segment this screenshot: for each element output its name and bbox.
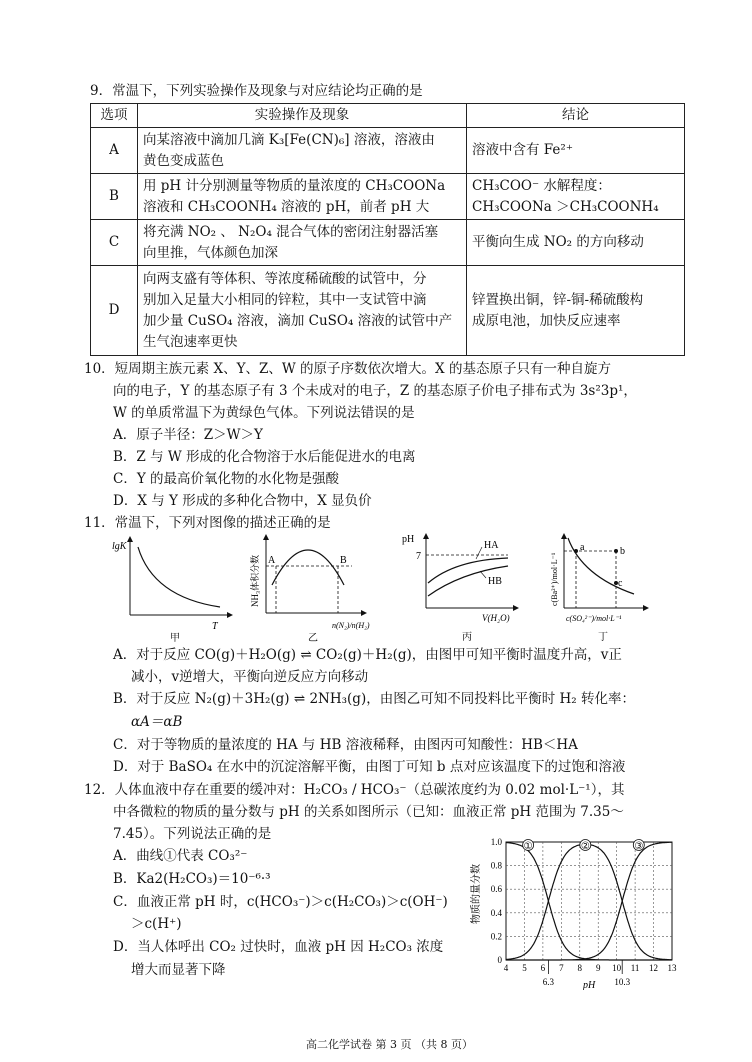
- operation-line: 别加入足量大小相同的锌粒，其中一支试管中滴: [143, 291, 427, 308]
- operation-line: 生气泡速率更快: [143, 333, 238, 350]
- q12-line1: 12．人体血液中存在重要的缓冲对：H₂CO₃ / HCO₃⁻（总碳浓度约为 0.02 mol·L⁻¹），其: [84, 782, 625, 798]
- x-label: n(N₂)/n(H₂): [332, 621, 370, 630]
- graph-bing: [400, 528, 520, 643]
- x-label: T: [212, 621, 218, 632]
- distribution-chart: [466, 832, 684, 990]
- q9-table: [90, 103, 685, 356]
- operation-line: 将充满 NO₂ 、 N₂O₄ 混合气体的密闭注射器活塞: [143, 223, 439, 240]
- table-row: [91, 174, 685, 220]
- y-tick-label: 1.0: [490, 837, 502, 847]
- conclusion-line: 平衡向生成 NO₂ 的方向移动: [472, 234, 644, 250]
- q12-option-b: B．Ka2(H₂CO₃)＝10⁻⁶·³: [113, 871, 271, 887]
- point-a-label: A: [268, 555, 276, 566]
- row-operation: [138, 174, 467, 220]
- curve-marker-label: ①: [523, 841, 533, 852]
- x-label: c(SO₄²⁻)/mol·L⁻¹: [566, 614, 622, 623]
- q11-option-d: D．对于 BaSO₄ 在水中的沉淀溶解平衡，由图丁可知 b 点对应该温度下的过饱和溶液: [113, 759, 626, 775]
- series-1-curve: [506, 843, 672, 960]
- point-b-label: B: [340, 555, 347, 566]
- x-tick-label: 9: [595, 963, 601, 973]
- y-tick-label: 0.8: [490, 860, 502, 871]
- q10-option-d: D．X 与 Y 形成的多种化合物中，X 显负价: [113, 493, 372, 509]
- curve-marker-label: ②: [580, 841, 590, 852]
- caption: 丁: [598, 632, 608, 643]
- y-tick-7: 7: [416, 551, 421, 562]
- x-tick-label: 6: [540, 963, 546, 973]
- q10-line2: 向的电子，Y 的基态原子有 3 个未成对的电子，Z 的基态原子价电子排布式为 3s²3p¹，: [113, 383, 637, 399]
- row-option: C: [91, 220, 138, 266]
- y-axis-label: 物质的量分数: [471, 864, 482, 924]
- header-conclusion: 结论: [467, 104, 685, 128]
- conclusion-line: 锌置换出铜，锌-铜-稀硫酸构: [472, 291, 644, 308]
- page-footer: 高二化学试卷 第 3 页 （共 8 页）: [306, 1038, 473, 1051]
- row-option: B: [91, 174, 138, 220]
- conclusion-line: 溶液中含有 Fe²⁺: [472, 142, 573, 158]
- q12-option-c-line1: C．血液正常 pH 时，c(HCO₃⁻)＞c(H₂CO₃)＞c(OH⁻): [113, 894, 448, 910]
- x-tick-label: 11: [630, 963, 640, 973]
- point-a: [574, 549, 578, 553]
- operation-line: 向某溶液中滴加几滴 K₃[Fe(CN)₆] 溶液，溶液由: [143, 131, 435, 148]
- nh3-curve: [272, 550, 344, 585]
- q10-line3: W 的单质常温下为黄绿色气体。下列说法错误的是: [113, 405, 415, 421]
- ph-marker-label: 6.3: [542, 977, 555, 987]
- header-operation: 实验操作及现象: [138, 104, 467, 128]
- caption: 丙: [462, 632, 472, 643]
- operation-line: 加少量 CuSO₄ 溶液，滴加 CuSO₄ 溶液的试管中产: [143, 312, 453, 329]
- q12-option-c-line2: ＞c(H⁺): [131, 916, 182, 932]
- q11-stem: 11．常温下，下列对图像的描述正确的是: [84, 515, 331, 531]
- y-tick-label: 0.6: [490, 884, 502, 895]
- q12-line3: 7.45）。下列说法正确的是: [113, 826, 272, 842]
- q12-option-d-line2: 增大而显著下降: [131, 962, 226, 978]
- chart-labels: [491, 837, 677, 987]
- conclusion-line: 成原电池，加快反应速率: [472, 312, 621, 329]
- row-operation: [138, 266, 467, 356]
- table-row: [91, 220, 685, 266]
- caption: 乙: [308, 633, 318, 643]
- row-option: D: [91, 266, 138, 356]
- row-conclusion: [467, 266, 685, 356]
- hb-label: HB: [488, 576, 502, 587]
- series-2-curve: [506, 844, 672, 960]
- operation-line: 向两支盛有等体积、等浓度稀硫酸的试管中，分: [143, 270, 427, 287]
- x-tick-label: 12: [649, 963, 659, 973]
- x-tick-label: 8: [577, 963, 583, 973]
- row-operation: [138, 220, 467, 266]
- chart-grid: [503, 842, 672, 974]
- q11-option-a-line2: 减小，v逆增大，平衡向逆反应方向移动: [131, 669, 369, 685]
- x-tick-label: 13: [667, 963, 677, 973]
- y-label: c(Ba²⁺)/mol·L⁻¹: [550, 552, 559, 606]
- y-tick-label: 0.4: [490, 907, 502, 918]
- conclusion-line: CH₃COONa ＞CH₃COONH₄: [472, 198, 659, 215]
- conclusion-line: CH₃COO⁻ 水解程度：: [472, 177, 611, 194]
- graph-yi: [240, 533, 370, 643]
- row-conclusion: [467, 174, 685, 220]
- graph-jia: [108, 535, 238, 643]
- chart-curves: [506, 842, 672, 960]
- header-option: 选项: [91, 104, 138, 128]
- table-header-row: [91, 104, 685, 128]
- y-label: NH₃体积分数: [250, 554, 260, 607]
- point-a-label: a: [580, 542, 585, 553]
- q12-line2: 中各微粒的物质的量分数与 pH 的关系如图所示（已知：血液正常 pH 范围为 7.35～: [113, 804, 624, 820]
- point-b-label: b: [620, 546, 625, 557]
- q12-option-a: A．曲线①代表 CO₃²⁻: [113, 848, 248, 864]
- plot-frame: [506, 842, 672, 960]
- operation-line: 用 pH 计分别测量等物质的量浓度的 CH₃COONa: [143, 177, 446, 194]
- row-conclusion: [467, 220, 685, 266]
- y-label: lgK: [112, 541, 127, 552]
- q10-option-b: B．Z 与 W 形成的化合物溶于水后能促进水的电离: [113, 449, 416, 465]
- x-axis-label: pH: [583, 980, 596, 990]
- q11-option-c: C．对于等物质的量浓度的 HA 与 HB 溶液稀释，由图丙可知酸性：HB＜HA: [113, 737, 578, 753]
- ha-label: HA: [484, 540, 499, 551]
- q12-option-d-line1: D．当人体呼出 CO₂ 过快时，血液 pH 因 H₂CO₃ 浓度: [113, 939, 444, 955]
- caption: 甲: [170, 633, 180, 643]
- x-tick-label: 7: [559, 963, 564, 973]
- q11-option-b-line2: αA＝αB: [131, 714, 183, 730]
- q11-option-b-line1: B．对于反应 N₂(g)＋3H₂(g) ⇌ 2NH₃(g)，由图乙可知不同投料比平衡时 H₂ 转化率：: [113, 691, 635, 707]
- x-tick-label: 4: [503, 963, 509, 973]
- y-tick-label: 0.2: [490, 931, 502, 942]
- table-row: [91, 128, 685, 174]
- x-label: V(H₂O): [482, 613, 510, 623]
- point-b: [614, 549, 618, 553]
- q10-option-c: C．Y 的最高价氧化物的水化物是强酸: [113, 471, 340, 487]
- y-tick-label: 0: [497, 955, 502, 965]
- x-tick-label: 10: [612, 963, 622, 973]
- row-option: A: [91, 128, 138, 174]
- q11-option-a-line1: A．对于反应 CO(g)＋H₂O(g) ⇌ CO₂(g)＋H₂(g)，由图甲可知平衡时温度升高，v正: [113, 647, 622, 663]
- operation-line: 向里推，气体颜色加深: [143, 244, 278, 261]
- series-3-curve: [506, 842, 672, 960]
- table-row: [91, 266, 685, 356]
- ph-marker-label: 10.3: [614, 977, 631, 987]
- q9-stem: 9．常温下，下列实验操作及现象与对应结论均正确的是: [90, 83, 423, 99]
- q10-option-a: A．原子半径：Z＞W＞Y: [113, 427, 263, 443]
- row-conclusion: [467, 128, 685, 174]
- operation-line: 黄色变成蓝色: [143, 152, 224, 169]
- operation-line: 溶液和 CH₃COONH₄ 溶液的 pH，前者 pH 大: [143, 198, 430, 215]
- row-operation: [138, 128, 467, 174]
- curve-marker-label: ③: [634, 841, 644, 852]
- point-c-label: c: [618, 578, 623, 589]
- q10-line1: 10．短周期主族元素 X、Y、Z、W 的原子序数依次增大。X 的基态原子只有一种自旋方: [84, 361, 611, 377]
- x-tick-label: 5: [522, 963, 527, 973]
- lgk-curve: [138, 547, 220, 607]
- graph-ding: [530, 528, 650, 643]
- y-label: pH: [402, 534, 415, 545]
